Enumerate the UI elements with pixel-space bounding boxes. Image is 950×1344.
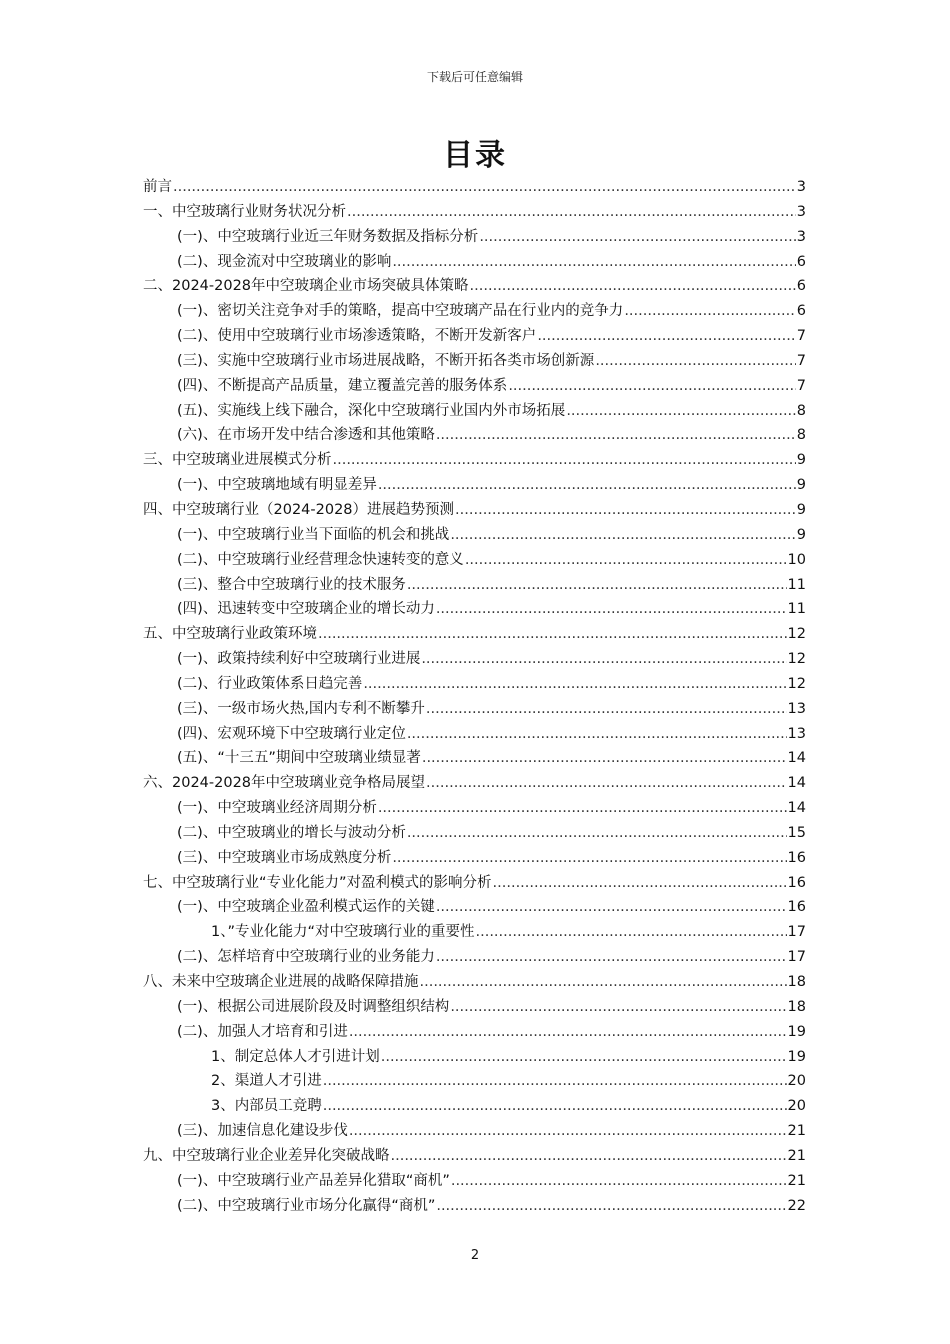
- toc-entry-page: 11: [787, 601, 806, 618]
- toc-dot-leader: [436, 597, 787, 622]
- toc-entry[interactable]: [143, 473, 806, 498]
- toc-entry-page: 7: [796, 377, 806, 394]
- toc-entry-label: 2、渠道人才引进: [211, 1073, 322, 1090]
- toc-entry[interactable]: [143, 175, 806, 200]
- toc-dot-leader: [391, 1144, 787, 1169]
- toc-dot-leader: [173, 175, 796, 200]
- toc-entry-label: (一)、政策持续利好中空玻璃行业进展: [177, 651, 421, 668]
- toc-entry-label: (一)、中空玻璃行业产品差异化猎取“商机”: [177, 1172, 450, 1189]
- toc-entry-page: 11: [787, 576, 806, 593]
- toc-entry[interactable]: [143, 448, 806, 473]
- toc-entry-page: 16: [787, 899, 806, 916]
- toc-entry-label: 四、中空玻璃行业（2024-2028）进展趋势预测: [143, 501, 455, 518]
- toc-entry-page: 19: [787, 1023, 806, 1040]
- toc-dot-leader: [420, 970, 787, 995]
- toc-entry-page: 14: [787, 750, 806, 767]
- toc-dot-leader: [378, 796, 787, 821]
- toc-entry-page: 17: [787, 924, 806, 941]
- toc-entry-page: 17: [787, 949, 806, 966]
- toc-entry[interactable]: [143, 324, 806, 349]
- toc-entry-label: (一)、中空玻璃企业盈利模式运作的关键: [177, 899, 435, 916]
- toc-entry-page: 13: [787, 700, 806, 717]
- toc-entry-label: 三、中空玻璃业进展模式分析: [143, 452, 332, 469]
- toc-entry-label: (三)、加速信息化建设步伐: [177, 1123, 348, 1140]
- toc-entry-label: (一)、中空玻璃业经济周期分析: [177, 800, 377, 817]
- toc-dot-leader: [470, 274, 796, 299]
- toc-entry-page: 21: [787, 1123, 806, 1140]
- toc-entry[interactable]: [143, 1094, 806, 1119]
- toc-entry-page: 8: [796, 402, 806, 419]
- toc-entry-label: (四)、不断提高产品质量，建立覆盖完善的服务体系: [177, 377, 508, 394]
- toc-title: 目录: [443, 138, 507, 173]
- toc-entry-page: 3: [796, 228, 806, 245]
- toc-entry-label: (一)、中空玻璃行业当下面临的机会和挑战: [177, 526, 450, 543]
- toc-entry[interactable]: [143, 895, 806, 920]
- toc-entry-label: (一)、中空玻璃行业近三年财务数据及指标分析: [177, 228, 479, 245]
- toc-entry-label: (四)、迅速转变中空玻璃企业的增长动力: [177, 601, 435, 618]
- toc-dot-leader: [347, 200, 796, 225]
- toc-entry-page: 19: [787, 1048, 806, 1065]
- toc-entry-label: (一)、密切关注竞争对手的策略，提高中空玻璃产品在行业内的竞争力: [177, 303, 624, 320]
- toc-dot-leader: [465, 548, 787, 573]
- toc-dot-leader: [426, 771, 787, 796]
- toc-entry-page: 12: [787, 626, 806, 643]
- toc-entry[interactable]: [143, 970, 806, 995]
- toc-dot-leader: [323, 1069, 787, 1094]
- toc-dot-leader: [407, 821, 787, 846]
- toc-entry-page: 9: [796, 477, 806, 494]
- toc-entry-page: 7: [796, 328, 806, 345]
- toc-entry-page: 20: [787, 1098, 806, 1115]
- toc-entry[interactable]: [143, 548, 806, 573]
- toc-entry-page: 20: [787, 1073, 806, 1090]
- toc-entry[interactable]: [143, 697, 806, 722]
- toc-entry-label: (二)、怎样培育中空玻璃行业的业务能力: [177, 949, 435, 966]
- toc-entry-label: 前言: [143, 179, 172, 195]
- toc-entry[interactable]: [143, 274, 806, 299]
- toc-entry-page: 21: [787, 1172, 806, 1189]
- toc-dot-leader: [436, 945, 787, 970]
- toc-entry-page: 7: [796, 352, 806, 369]
- toc-entry-label: (一)、根据公司进展阶段及时调整组织结构: [177, 998, 450, 1015]
- toc-entry-page: 16: [787, 849, 806, 866]
- toc-dot-leader: [479, 225, 795, 250]
- toc-dot-leader: [426, 697, 787, 722]
- toc-entry[interactable]: [143, 821, 806, 846]
- toc-entry[interactable]: [143, 573, 806, 598]
- toc-dot-leader: [450, 523, 795, 548]
- toc-entry-label: (一)、中空玻璃地域有明显差异: [177, 477, 377, 494]
- toc-entry[interactable]: [143, 1169, 806, 1194]
- toc-entry-label: (二)、中空玻璃行业经营理念快速转变的意义: [177, 551, 464, 568]
- toc-entry[interactable]: [143, 423, 806, 448]
- toc-entry-label: (三)、实施中空玻璃行业市场进展战略，不断开拓各类市场创新源: [177, 352, 595, 369]
- toc-dot-leader: [392, 250, 795, 275]
- toc-entry[interactable]: [143, 1045, 806, 1070]
- toc-entry-label: (六)、在市场开发中结合渗透和其他策略: [177, 427, 435, 444]
- toc-entry-label: (二)、加强人才培育和引进: [177, 1023, 348, 1040]
- toc-entry-label: 3、内部员工竞聘: [211, 1098, 322, 1115]
- toc-dot-leader: [451, 1169, 787, 1194]
- toc-entry[interactable]: [143, 498, 806, 523]
- toc-entry[interactable]: [143, 771, 806, 796]
- toc-entry-page: 13: [787, 725, 806, 742]
- toc-entry[interactable]: [143, 622, 806, 647]
- toc-dot-leader: [349, 1020, 787, 1045]
- toc-entry[interactable]: [143, 672, 806, 697]
- toc-entry-label: 1、制定总体人才引进计划: [211, 1048, 380, 1065]
- toc-entry-page: 18: [787, 974, 806, 990]
- toc-entry[interactable]: [143, 299, 806, 324]
- toc-dot-leader: [363, 672, 786, 697]
- toc-dot-leader: [455, 498, 796, 523]
- toc-entry-label: (二)、行业政策体系日趋完善: [177, 675, 363, 692]
- toc-entry[interactable]: [143, 995, 806, 1020]
- toc-dot-leader: [436, 1194, 786, 1219]
- page-header: 下载后可任意编辑: [426, 70, 523, 84]
- toc-dot-leader: [323, 1094, 787, 1119]
- toc-entry[interactable]: [143, 1144, 806, 1169]
- toc-entry[interactable]: [143, 746, 806, 771]
- toc-entry-page: 10: [787, 551, 806, 568]
- toc-dot-leader: [421, 647, 786, 672]
- toc-entry-page: 3: [796, 179, 806, 195]
- toc-entry-page: 3: [796, 203, 806, 220]
- toc-entry[interactable]: [143, 597, 806, 622]
- toc-entry[interactable]: [143, 1020, 806, 1045]
- toc-entry-label: 五、中空玻璃行业政策环境: [143, 626, 317, 643]
- toc-entry-page: 21: [787, 1147, 806, 1164]
- toc-dot-leader: [436, 423, 796, 448]
- toc-dot-leader: [381, 1045, 787, 1070]
- toc-entry[interactable]: [143, 1194, 806, 1219]
- toc-entry-page: 6: [796, 278, 806, 295]
- toc-dot-leader: [508, 374, 795, 399]
- toc-entry[interactable]: [143, 1069, 806, 1094]
- toc-entry-page: 9: [796, 452, 806, 469]
- toc-entry[interactable]: [143, 1119, 806, 1144]
- toc-dot-leader: [407, 722, 787, 747]
- toc-dot-leader: [595, 349, 795, 374]
- table-of-contents: [143, 175, 806, 1218]
- toc-entry-label: 八、未来中空玻璃企业进展的战略保障措施: [143, 974, 419, 990]
- toc-dot-leader: [378, 473, 796, 498]
- toc-entry[interactable]: [143, 250, 806, 275]
- toc-entry-label: 一、中空玻璃行业财务状况分析: [143, 203, 346, 220]
- toc-entry-page: 9: [796, 501, 806, 518]
- toc-entry-label: (二)、使用中空玻璃行业市场渗透策略，不断开发新客户: [177, 328, 537, 345]
- toc-entry-page: 12: [787, 675, 806, 692]
- toc-dot-leader: [436, 895, 787, 920]
- toc-entry-page: 12: [787, 651, 806, 668]
- toc-entry[interactable]: [143, 647, 806, 672]
- toc-entry-label: 七、中空玻璃行业“专业化能力”对盈利模式的影响分析: [143, 874, 492, 891]
- toc-dot-leader: [349, 1119, 787, 1144]
- toc-entry[interactable]: [143, 523, 806, 548]
- toc-entry-label: (五)、实施线上线下融合，深化中空玻璃行业国内外市场拓展: [177, 402, 566, 419]
- page-number: 2: [470, 1248, 480, 1263]
- toc-entry[interactable]: [143, 920, 806, 945]
- toc-dot-leader: [333, 448, 796, 473]
- toc-dot-leader: [318, 622, 787, 647]
- toc-entry[interactable]: [143, 871, 806, 896]
- toc-entry-label: 二、2024-2028年中空玻璃企业市场突破具体策略: [143, 278, 469, 295]
- toc-entry-page: 14: [787, 775, 806, 792]
- toc-dot-leader: [624, 299, 795, 324]
- toc-entry[interactable]: [143, 945, 806, 970]
- toc-entry[interactable]: [143, 374, 806, 399]
- toc-dot-leader: [476, 920, 787, 945]
- toc-entry[interactable]: [143, 349, 806, 374]
- toc-entry-label: (二)、中空玻璃行业市场分化赢得“商机”: [177, 1197, 436, 1214]
- toc-entry-page: 14: [787, 800, 806, 817]
- toc-dot-leader: [450, 995, 786, 1020]
- toc-entry[interactable]: [143, 796, 806, 821]
- toc-entry-page: 16: [787, 874, 806, 891]
- toc-entry-label: (三)、整合中空玻璃行业的技术服务: [177, 576, 406, 593]
- toc-dot-leader: [422, 746, 787, 771]
- toc-entry-label: (三)、中空玻璃业市场成熟度分析: [177, 849, 392, 866]
- toc-entry-label: (三)、一级市场火热,国内专利不断攀升: [177, 700, 425, 717]
- toc-entry-page: 9: [796, 526, 806, 543]
- toc-entry-page: 8: [796, 427, 806, 444]
- toc-entry-label: (二)、中空玻璃业的增长与波动分析: [177, 824, 406, 841]
- toc-entry-page: 6: [796, 303, 806, 320]
- toc-dot-leader: [493, 871, 787, 896]
- toc-dot-leader: [566, 399, 795, 424]
- toc-entry[interactable]: [143, 399, 806, 424]
- toc-entry[interactable]: [143, 722, 806, 747]
- toc-entry[interactable]: [143, 200, 806, 225]
- toc-entry[interactable]: [143, 846, 806, 871]
- toc-entry-page: 22: [787, 1197, 806, 1214]
- toc-dot-leader: [537, 324, 795, 349]
- toc-entry-label: 1、”专业化能力“对中空玻璃行业的重要性: [211, 924, 475, 941]
- toc-entry-label: 六、2024-2028年中空玻璃业竞争格局展望: [143, 775, 426, 792]
- toc-dot-leader: [392, 846, 786, 871]
- toc-entry-page: 6: [796, 253, 806, 270]
- toc-entry-label: (四)、宏观环境下中空玻璃行业定位: [177, 725, 406, 742]
- toc-entry-label: (五)、“十三五”期间中空玻璃业绩显著: [177, 750, 421, 767]
- toc-dot-leader: [407, 573, 787, 598]
- toc-entry-label: (二)、现金流对中空玻璃业的影响: [177, 253, 392, 270]
- toc-entry[interactable]: [143, 225, 806, 250]
- toc-entry-page: 15: [787, 824, 806, 841]
- toc-entry-page: 18: [787, 998, 806, 1015]
- toc-entry-label: 九、中空玻璃行业企业差异化突破战略: [143, 1147, 390, 1164]
